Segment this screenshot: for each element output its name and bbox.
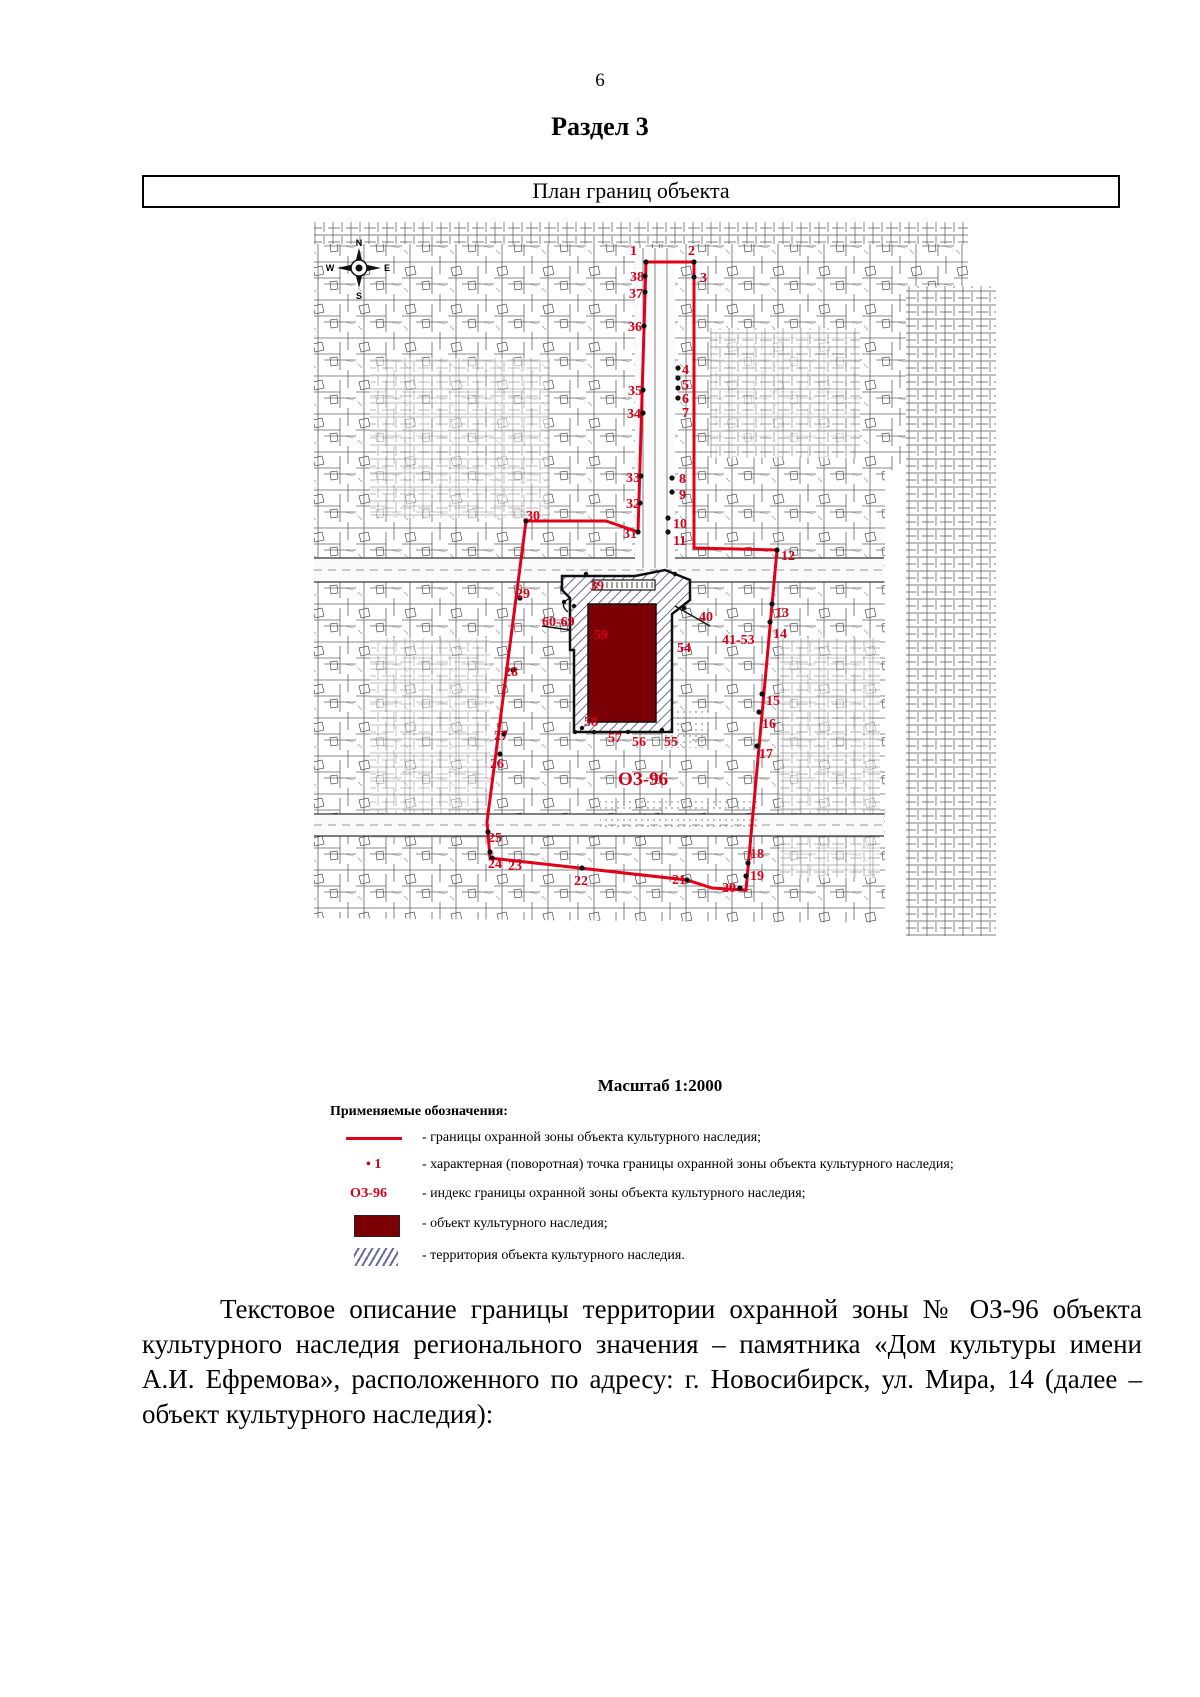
legend-item-point	[330, 1153, 1080, 1179]
point-label: 24	[488, 857, 502, 872]
point-label: 8	[679, 472, 686, 487]
point-label: 4	[682, 363, 689, 378]
point-label: 19	[750, 869, 764, 884]
point-label: 59	[594, 628, 608, 643]
legend-text: - индекс границы охранной зоны объекта культурного наследия;	[422, 1186, 806, 1201]
point-label: 39	[590, 579, 604, 594]
scale-label: Масштаб 1:2000	[597, 1076, 723, 1095]
legend-item-index	[330, 1182, 1080, 1208]
legend-territory-hatch-icon	[344, 1244, 424, 1270]
point-label: 27	[494, 729, 508, 744]
page-number: 6	[595, 70, 605, 91]
legend-index-symbol: ОЗ-96	[350, 1186, 387, 1201]
point-label: 34	[627, 407, 641, 422]
point-label: 13	[775, 606, 789, 621]
point-label: 20	[722, 881, 736, 896]
legend-item-object	[330, 1212, 1080, 1238]
point-label: 36	[628, 320, 642, 335]
point-label: 33	[626, 471, 640, 486]
point-label: 25	[488, 831, 502, 846]
point-label: 12	[781, 549, 795, 564]
point-label: 18	[750, 847, 764, 862]
legend-index-icon	[344, 1182, 424, 1208]
legend-item-territory	[330, 1244, 1080, 1270]
point-label: 31	[623, 527, 637, 542]
point-label: 6	[682, 392, 689, 407]
point-label: 57	[608, 731, 622, 746]
point-label: 3	[700, 271, 707, 286]
point-label: 54	[677, 641, 691, 656]
compass-west-label: W	[325, 263, 335, 273]
point-label: 17	[759, 747, 773, 762]
plan-title-box	[142, 175, 1120, 208]
point-label: 23	[508, 859, 522, 874]
point-label: 30	[526, 509, 540, 524]
point-label: 22	[574, 874, 588, 889]
description-paragraph	[142, 1292, 1142, 1432]
legend-point-icon	[344, 1153, 424, 1179]
point-label: 1	[630, 244, 637, 259]
point-label: 37	[629, 287, 643, 302]
point-label: 7	[682, 406, 689, 421]
point-label: 2	[688, 244, 695, 259]
plan-title: План границ объекта	[532, 178, 730, 203]
point-label: 56	[632, 735, 646, 750]
legend-object-fill-icon	[344, 1212, 424, 1238]
zone-index-label: ОЗ-96	[618, 769, 669, 790]
point-label: 38	[630, 270, 644, 285]
boundary-map	[310, 218, 1050, 1018]
legend-title: Применяемые обозначения:	[330, 1104, 508, 1119]
compass-south-label: S	[355, 291, 363, 301]
point-label: 60-69	[542, 615, 575, 630]
point-label: 58	[584, 715, 598, 730]
point-label: 28	[504, 665, 518, 680]
heritage-object	[588, 604, 656, 722]
point-label: 32	[626, 497, 640, 512]
legend-item-boundary	[330, 1126, 1080, 1152]
point-label: 21	[672, 873, 686, 888]
point-label: 9	[679, 488, 686, 503]
legend-text: - границы охранной зоны объекта культурного наследия;	[422, 1130, 762, 1145]
description-text: Текстовое описание границы территории охранной зоны № ОЗ-96 объекта культурного наследия регионального значения – памятника «Дом культуры имени А.И. Ефремова», расположенного по адресу: г. Новосибирск, ул. Мира, 14 (далее – объект культурного наследия):	[142, 1294, 1142, 1429]
section-title: Раздел 3	[551, 112, 649, 141]
point-label: 40	[699, 610, 713, 625]
legend-boundary-line-icon	[344, 1126, 424, 1152]
point-label: 29	[516, 587, 530, 602]
point-label: 35	[628, 384, 642, 399]
point-label: 16	[762, 717, 776, 732]
point-label: 15	[766, 694, 780, 709]
legend-text: - характерная (поворотная) точка границы охранной зоны объекта культурного наследия;	[422, 1157, 954, 1172]
boundary-map-svg	[310, 218, 1050, 1018]
compass-east-label: E	[383, 263, 391, 273]
point-label: 5	[682, 378, 689, 393]
legend-text: - объект культурного наследия;	[422, 1216, 608, 1231]
point-label: 41-53	[722, 633, 755, 648]
legend-text: - территория объекта культурного наследия.	[422, 1248, 685, 1263]
point-label: 10	[673, 517, 687, 532]
point-label: 14	[773, 627, 787, 642]
point-label: 55	[664, 735, 678, 750]
legend-point-symbol: • 1	[366, 1157, 382, 1172]
point-label: 26	[490, 757, 504, 772]
point-label: 11	[673, 534, 687, 549]
compass-north-label: N	[355, 238, 363, 248]
